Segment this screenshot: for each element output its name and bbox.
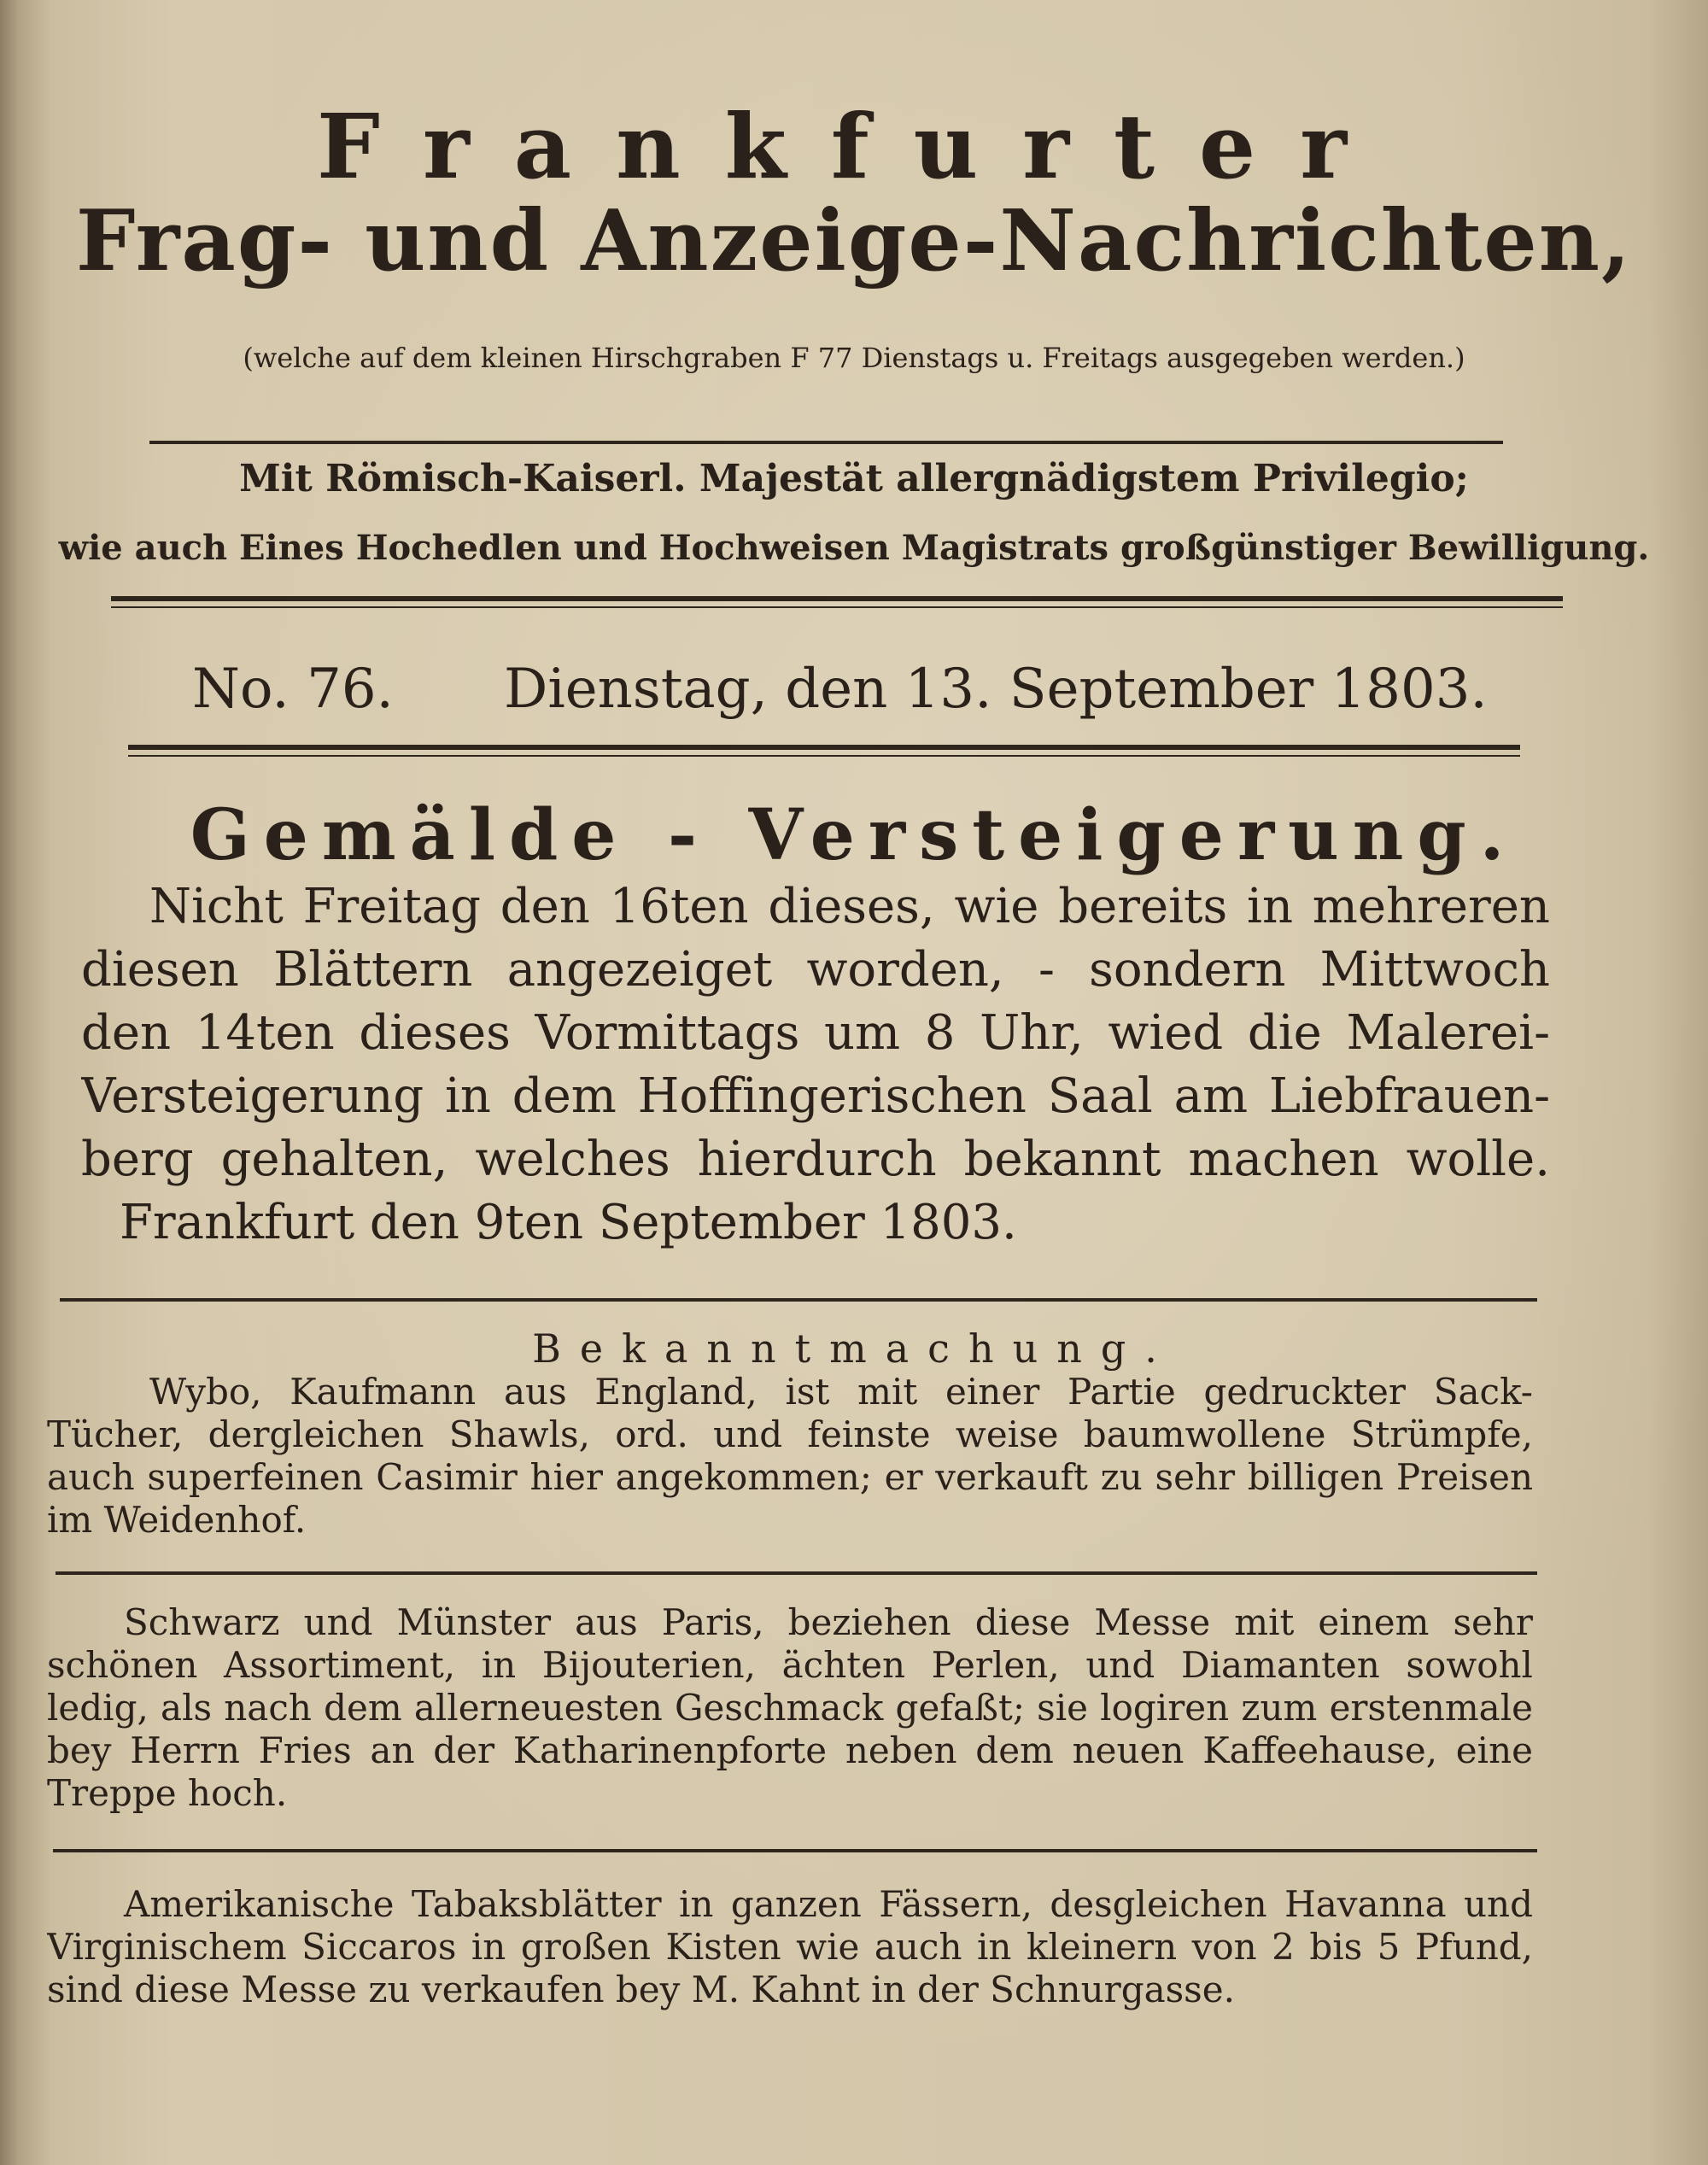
auction-line: berg gehalten, welches hierdurch bekannt machen wolle. bbox=[81, 1132, 1550, 1187]
divider-rule-thick bbox=[111, 596, 1563, 601]
divider-rule bbox=[149, 441, 1503, 444]
issue-line bbox=[0, 658, 1708, 734]
notice-line: bey Herrn Fries an der Katharinenpforte neben dem neuen Kaffeehause, eine bbox=[47, 1729, 1533, 1771]
masthead-subtitle: (welche auf dem kleinen Hirschgraben F 77 Dienstags u. Freitags ausgegeben werden.) bbox=[243, 342, 1465, 374]
masthead-city: Frankfurter bbox=[316, 94, 1391, 199]
auction-notice bbox=[81, 875, 1550, 1268]
notice-line: Amerikanische Tabaksblätter in ganzen Fässern, desgleichen Havanna und bbox=[124, 1883, 1533, 1925]
auction-line: Frankfurt den 9ten September 1803. bbox=[120, 1195, 1017, 1250]
notice-line: Schwarz und Münster aus Paris, beziehen diese Messe mit einem sehr bbox=[124, 1601, 1533, 1643]
notice-line: Wybo, Kaufmann aus England, ist mit einer Partie gedruckter Sack- bbox=[149, 1371, 1533, 1413]
notice-line: sind diese Messe zu verkaufen bey M. Kahnt in der Schnurgasse. bbox=[47, 1969, 1235, 2010]
schwarz-notice bbox=[47, 1601, 1533, 1823]
notice-line: schönen Assortiment, in Bijouterien, ächten Perlen, und Diamanten sowohl bbox=[47, 1644, 1533, 1686]
auction-line: Versteigerung in dem Hoffingerischen Saal am Liebfrauen- bbox=[81, 1068, 1550, 1124]
divider-rule-thin bbox=[128, 755, 1520, 757]
divider-rule bbox=[56, 1571, 1537, 1575]
issue-number: No. 76. bbox=[192, 658, 394, 721]
notice-heading: Bekanntmachung. bbox=[532, 1325, 1176, 1372]
notice-line: auch superfeinen Casimir hier angekommen; er verkauft zu sehr billigen Preisen bbox=[47, 1456, 1533, 1498]
tabak-notice bbox=[47, 1883, 1533, 2058]
notice-line: im Weidenhof. bbox=[47, 1499, 307, 1541]
masthead-title: Frag- und Anzeige-Nachrichten, bbox=[75, 192, 1633, 290]
notice-line: ledig, als nach dem allerneuesten Geschmack gefaßt; sie logiren zum erstenmale bbox=[47, 1687, 1533, 1729]
notice-line: Tücher, dergleichen Shawls, ord. und feinste weise baumwollene Strümpfe, bbox=[47, 1413, 1533, 1455]
privilege-line-2: wie auch Eines Hochedlen und Hochweisen Magistrats großgünstiger Bewilligung. bbox=[58, 528, 1650, 568]
auction-title: Gemälde - Versteigerung. bbox=[190, 794, 1518, 876]
issue-date: Dienstag, den 13. September 1803. bbox=[504, 658, 1488, 721]
divider-rule bbox=[53, 1849, 1537, 1852]
divider-rule-thick bbox=[128, 745, 1520, 750]
notice-line: Virginischem Siccaros in großen Kisten wie auch in kleinern von 2 bis 5 Pfund, bbox=[47, 1926, 1533, 1968]
wybo-notice bbox=[47, 1371, 1533, 1554]
divider-rule bbox=[60, 1298, 1537, 1302]
auction-line: Nicht Freitag den 16ten dieses, wie bereits in mehreren bbox=[149, 879, 1550, 934]
auction-line: den 14ten dieses Vormittags um 8 Uhr, wied die Malerei- bbox=[81, 1005, 1550, 1061]
divider-rule-thin bbox=[111, 606, 1563, 608]
privilege-line-1: Mit Römisch-Kaiserl. Majestät allergnädigstem Privilegio; bbox=[239, 457, 1469, 500]
auction-line: diesen Blättern angezeiget worden, - sondern Mittwoch bbox=[81, 942, 1550, 998]
notice-line: Treppe hoch. bbox=[47, 1772, 288, 1814]
